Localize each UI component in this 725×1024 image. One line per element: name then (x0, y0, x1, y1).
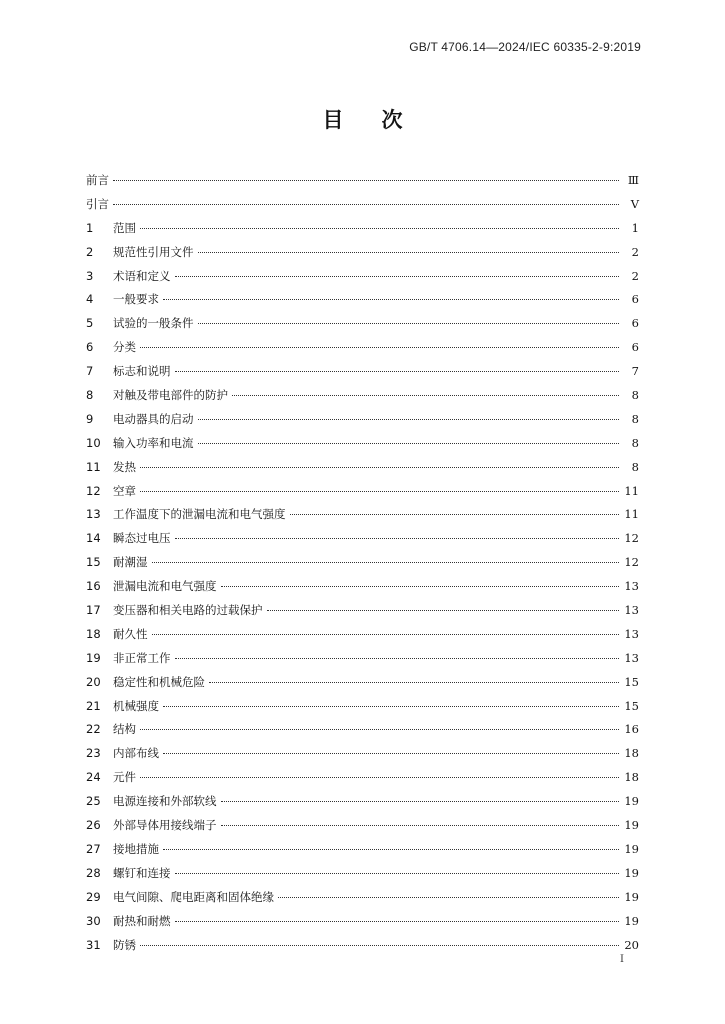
toc-entry-page-number: 20 (624, 937, 639, 952)
toc-entry-label: 术语和定义 (113, 268, 171, 283)
toc-entry-label: 非正常工作 (113, 650, 171, 665)
toc-entry-page-number: 12 (624, 531, 639, 546)
toc-entry-number: 31 (86, 937, 101, 952)
dot-leader (175, 921, 620, 922)
toc-entry-label: 空章 (113, 483, 136, 498)
toc-entry-page-number: 7 (631, 364, 639, 379)
dot-leader (140, 467, 619, 468)
toc-entry-number: 9 (86, 411, 94, 426)
toc-entry[interactable] (86, 913, 639, 937)
dot-leader (221, 825, 620, 826)
toc-entry-page-number: Ⅲ (627, 173, 639, 187)
dot-leader (290, 514, 620, 515)
toc-entry[interactable] (86, 698, 639, 722)
toc-entry-page-number: 16 (624, 722, 639, 737)
dot-leader (175, 873, 620, 874)
toc-entry-number: 4 (86, 292, 94, 307)
dot-leader (163, 299, 619, 300)
toc-entry-label: 电气间隙、爬电距离和固体绝缘 (113, 889, 274, 904)
toc-entry-label: 试验的一般条件 (113, 316, 194, 331)
table-of-contents (86, 172, 639, 960)
toc-entry-page-number: 8 (631, 388, 639, 403)
toc-entry[interactable] (86, 459, 639, 483)
toc-title (0, 104, 725, 134)
toc-entry[interactable] (86, 937, 639, 961)
toc-entry-number: 26 (86, 818, 101, 833)
dot-leader (198, 419, 620, 420)
toc-entry[interactable] (86, 196, 639, 220)
toc-entry[interactable] (86, 889, 639, 913)
toc-entry-page-number: 15 (624, 698, 639, 713)
toc-entry-label: 电源连接和外部软线 (113, 794, 217, 809)
dot-leader (113, 180, 619, 181)
toc-entry-number: 16 (86, 579, 101, 594)
toc-entry-number: 22 (86, 722, 101, 737)
dot-leader (152, 562, 620, 563)
toc-entry-label: 防锈 (113, 937, 136, 952)
toc-title-char-2: 次 (381, 108, 403, 132)
toc-entry[interactable] (86, 745, 639, 769)
toc-entry-page-number: 19 (624, 889, 639, 904)
dot-leader (140, 777, 619, 778)
toc-entry-page-number: 19 (624, 794, 639, 809)
toc-entry-page-number: 13 (624, 626, 639, 641)
dot-leader (175, 658, 620, 659)
dot-leader (221, 586, 620, 587)
toc-entry[interactable] (86, 483, 639, 507)
toc-entry[interactable] (86, 244, 639, 268)
toc-entry-number: 28 (86, 865, 101, 880)
toc-entry-label: 耐潮湿 (113, 555, 148, 570)
toc-entry-number: 13 (86, 507, 101, 522)
toc-entry-number: 8 (86, 388, 94, 403)
toc-entry[interactable] (86, 220, 639, 244)
toc-entry-label: 结构 (113, 722, 136, 737)
toc-entry-number: 25 (86, 794, 101, 809)
dot-leader (140, 228, 619, 229)
dot-leader (113, 204, 619, 205)
toc-entry-page-number: 8 (631, 459, 639, 474)
toc-entry[interactable] (86, 650, 639, 674)
toc-entry[interactable] (86, 506, 639, 530)
toc-entry-page-number: 18 (624, 770, 639, 785)
dot-leader (267, 610, 620, 611)
toc-entry-number: 19 (86, 650, 101, 665)
toc-entry-page-number: 11 (624, 507, 639, 522)
toc-entry-label: 耐久性 (113, 626, 148, 641)
toc-entry-page-number: 18 (624, 746, 639, 761)
toc-entry-number: 27 (86, 841, 101, 856)
toc-entry-page-number: 8 (631, 435, 639, 450)
toc-entry-number: 10 (86, 435, 101, 450)
toc-title-char-1: 目 (322, 108, 344, 132)
toc-entry-number: 20 (86, 674, 101, 689)
toc-entry[interactable] (86, 554, 639, 578)
dot-leader (163, 706, 619, 707)
toc-entry-page-number: 19 (624, 913, 639, 928)
toc-entry-label: 外部导体用接线端子 (113, 818, 217, 833)
toc-entry[interactable] (86, 291, 639, 315)
toc-entry[interactable] (86, 339, 639, 363)
toc-entry-number: 11 (86, 459, 101, 474)
toc-entry[interactable] (86, 530, 639, 554)
toc-entry-label: 电动器具的启动 (113, 411, 194, 426)
toc-entry-label: 变压器和相关电路的过载保护 (113, 603, 263, 618)
dot-leader (209, 682, 619, 683)
toc-entry-label: 发热 (113, 459, 136, 474)
toc-entry[interactable] (86, 793, 639, 817)
toc-entry-page-number: 19 (624, 865, 639, 880)
toc-entry-label: 元件 (113, 770, 136, 785)
dot-leader (152, 634, 620, 635)
toc-entry-number: 14 (86, 531, 101, 546)
toc-entry-page-number: 12 (624, 555, 639, 570)
toc-entry-label: 内部布线 (113, 746, 159, 761)
toc-entry[interactable] (86, 841, 639, 865)
toc-entry-page-number: 13 (624, 579, 639, 594)
toc-entry-page-number: 19 (624, 841, 639, 856)
toc-entry[interactable] (86, 721, 639, 745)
toc-entry-number: 2 (86, 244, 94, 259)
toc-entry-label: 泄漏电流和电气强度 (113, 579, 217, 594)
toc-entry-label: 范围 (113, 220, 136, 235)
toc-entry-label: 稳定性和机械危险 (113, 674, 205, 689)
dot-leader (163, 849, 619, 850)
dot-leader (278, 897, 619, 898)
toc-entry-page-number: 15 (624, 674, 639, 689)
dot-leader (140, 491, 619, 492)
toc-entry-number: 18 (86, 626, 101, 641)
toc-entry-number: 24 (86, 770, 101, 785)
dot-leader (140, 945, 619, 946)
toc-entry-label: 规范性引用文件 (113, 244, 194, 259)
toc-entry-page-number: 2 (631, 244, 639, 259)
toc-entry-label: 前言 (86, 173, 109, 187)
toc-entry[interactable] (86, 865, 639, 889)
dot-leader (163, 753, 619, 754)
toc-entry[interactable] (86, 578, 639, 602)
toc-entry-page-number: 6 (631, 316, 639, 331)
dot-leader (221, 801, 620, 802)
toc-entry[interactable] (86, 769, 639, 793)
dot-leader (198, 252, 620, 253)
toc-entry-label: 机械强度 (113, 698, 159, 713)
toc-entry-label: 输入功率和电流 (113, 435, 194, 450)
dot-leader (140, 729, 619, 730)
dot-leader (175, 538, 620, 539)
toc-entry-label: 分类 (113, 340, 136, 355)
toc-entry-label: 工作温度下的泄漏电流和电气强度 (113, 507, 286, 522)
toc-entry-number: 17 (86, 603, 101, 618)
toc-entry-page-number: 2 (631, 268, 639, 283)
page-folio: I (620, 954, 624, 965)
toc-entry-page-number: 19 (624, 818, 639, 833)
toc-entry-page-number: 6 (631, 292, 639, 307)
toc-entry-number: 12 (86, 483, 101, 498)
toc-entry-page-number: 11 (624, 483, 639, 498)
toc-entry[interactable] (86, 315, 639, 339)
toc-entry-number: 30 (86, 913, 101, 928)
toc-entry[interactable] (86, 172, 639, 196)
dot-leader (198, 443, 620, 444)
toc-entry-number: 7 (86, 364, 94, 379)
toc-entry-page-number: 13 (624, 650, 639, 665)
toc-entry-number: 29 (86, 889, 101, 904)
toc-entry[interactable] (86, 411, 639, 435)
toc-entry-label: 标志和说明 (113, 364, 171, 379)
dot-leader (140, 347, 619, 348)
toc-entry-number: 6 (86, 340, 94, 355)
toc-entry-number: 15 (86, 555, 101, 570)
toc-entry[interactable] (86, 674, 639, 698)
toc-entry[interactable] (86, 435, 639, 459)
toc-entry-page-number: 8 (631, 411, 639, 426)
toc-entry[interactable] (86, 363, 639, 387)
toc-entry-label: 一般要求 (113, 292, 159, 307)
toc-entry-label: 耐热和耐燃 (113, 913, 171, 928)
toc-entry-page-number: 1 (631, 220, 639, 235)
dot-leader (198, 323, 620, 324)
dot-leader (175, 276, 620, 277)
toc-entry[interactable] (86, 817, 639, 841)
toc-entry-label: 接地措施 (113, 841, 159, 856)
toc-entry[interactable] (86, 602, 639, 626)
toc-entry-label: 对触及带电部件的防护 (113, 388, 228, 403)
toc-entry-number: 1 (86, 220, 94, 235)
toc-entry-page-number: 13 (624, 603, 639, 618)
toc-entry-number: 5 (86, 316, 94, 331)
toc-entry-label: 引言 (86, 196, 109, 211)
toc-entry[interactable] (86, 626, 639, 650)
toc-entry[interactable] (86, 268, 639, 292)
standard-code: GB/T 4706.14—2024/IEC 60335-2-9:2019 (409, 40, 641, 54)
toc-entry[interactable] (86, 387, 639, 411)
toc-entry-label: 螺钉和连接 (113, 865, 171, 880)
toc-entry-number: 21 (86, 698, 101, 713)
toc-entry-label: 瞬态过电压 (113, 531, 171, 546)
toc-entry-number: 3 (86, 268, 94, 283)
toc-entry-page-number: Ⅴ (630, 196, 639, 211)
dot-leader (175, 371, 620, 372)
dot-leader (232, 395, 619, 396)
toc-entry-number: 23 (86, 746, 101, 761)
toc-entry-page-number: 6 (631, 340, 639, 355)
